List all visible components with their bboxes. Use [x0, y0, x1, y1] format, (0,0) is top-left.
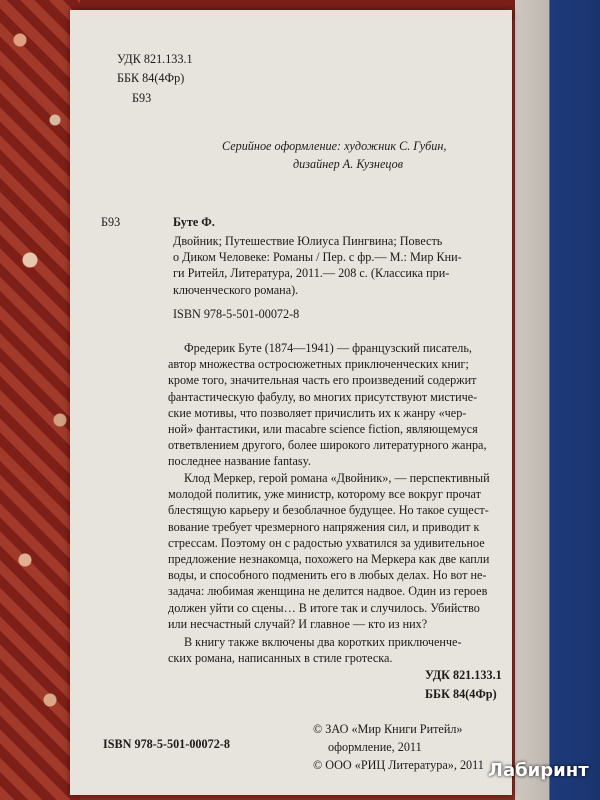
para1-line: автор множества остросюжетных приключенческих книг;: [168, 357, 469, 372]
para2-line: стрессам. Поэтому он с радостью ухватился за удивительное: [168, 535, 485, 550]
para2-line: задача: любимая женщина не делится надвое. Один из героев: [168, 584, 488, 599]
copyright-2: © ООО «РИЦ Литература», 2011: [313, 758, 484, 772]
copyright-1: © ЗАО «Мир Книги Ритейл»: [313, 722, 463, 736]
bbk-bottom: ББК 84(4Фр): [425, 687, 497, 701]
para1-line: ной» фантастики, или macabre science fiction, являющемуся: [168, 422, 478, 437]
para2-line: должен уйти со сцены… В итоге так и случилось. Убийство: [168, 600, 480, 615]
para3-line: В книгу также включены два коротких приключенче-: [184, 635, 462, 649]
code-top: Б93: [132, 91, 152, 105]
biblio-line: о Диком Человеке: Романы / Пер. с фр.— М.: Мир Кни-: [173, 250, 462, 265]
para1-line: последнее название fantasy.: [168, 454, 311, 469]
udk-top: УДК 821.133.1: [117, 52, 193, 66]
para2-line: молодой политик, уже министр, которому все вокруг прочат: [168, 487, 481, 502]
isbn-bottom: ISBN 978-5-501-00072-8: [103, 737, 230, 751]
para2-line: предложение незнакомца, похожего на Меркера как две капли: [168, 552, 490, 567]
isbn-mid: ISBN 978-5-501-00072-8: [173, 307, 300, 321]
biblio-line: ги Ритейл, Литература, 2011.— 208 с. (Классика при-: [173, 266, 450, 281]
annotation-paragraph-2: [168, 470, 490, 632]
para1-line: Фредерик Буте (1874—1941) — французский писатель,: [184, 341, 472, 355]
udk-bottom: УДК 821.133.1: [425, 668, 502, 682]
bibliographic-entry: [173, 233, 462, 298]
annotation-paragraph-1: [168, 340, 487, 470]
para2-line: блестящую карьеру и безоблачное будущее. Но такое сущест-: [168, 503, 489, 518]
watermark-logo: Лабиринт: [488, 760, 589, 781]
book-page: [70, 10, 512, 795]
series-design-line2: дизайнер А. Кузнецов: [293, 157, 403, 171]
para1-line: ответвлением другого, более широкого литературного жанра,: [168, 438, 487, 453]
background-book-cover: [515, 0, 600, 800]
para1-line: фантастическую фабулу, во многих присутствуют мистиче-: [168, 389, 478, 404]
para2-line: вование требует чрезмерного напряжения сил, и приводит к: [168, 519, 480, 534]
author: Буте Ф.: [173, 215, 215, 229]
code-left: Б93: [101, 215, 121, 229]
para2-line: воды, и способного подменить его в любых делах. Но вот не-: [168, 568, 487, 583]
biblio-line: Двойник; Путешествие Юлиуса Пингвина; Повесть: [173, 234, 443, 248]
biblio-line: ключенческого романа).: [173, 282, 299, 297]
series-design-line1: Серийное оформление: художник С. Губин,: [222, 139, 447, 153]
para2-line: или несчастный случай? И главное — кто из них?: [168, 616, 428, 631]
para1-line: кроме того, значительная часть его произведений содержит: [168, 373, 477, 388]
para2-line: Клод Меркер, герой романа «Двойник», — перспективный: [184, 471, 490, 485]
annotation-paragraph-3: [168, 634, 462, 666]
para3-line: ских романа, написанных в стиле гротеска.: [168, 651, 393, 666]
bbk-top: ББК 84(4Фр): [117, 71, 185, 85]
para1-line: ские мотивы, что позволяет причислить их к жанру «чер-: [168, 405, 467, 420]
copyright-1-design: оформление, 2011: [328, 740, 422, 754]
background-fabric: [0, 0, 80, 800]
